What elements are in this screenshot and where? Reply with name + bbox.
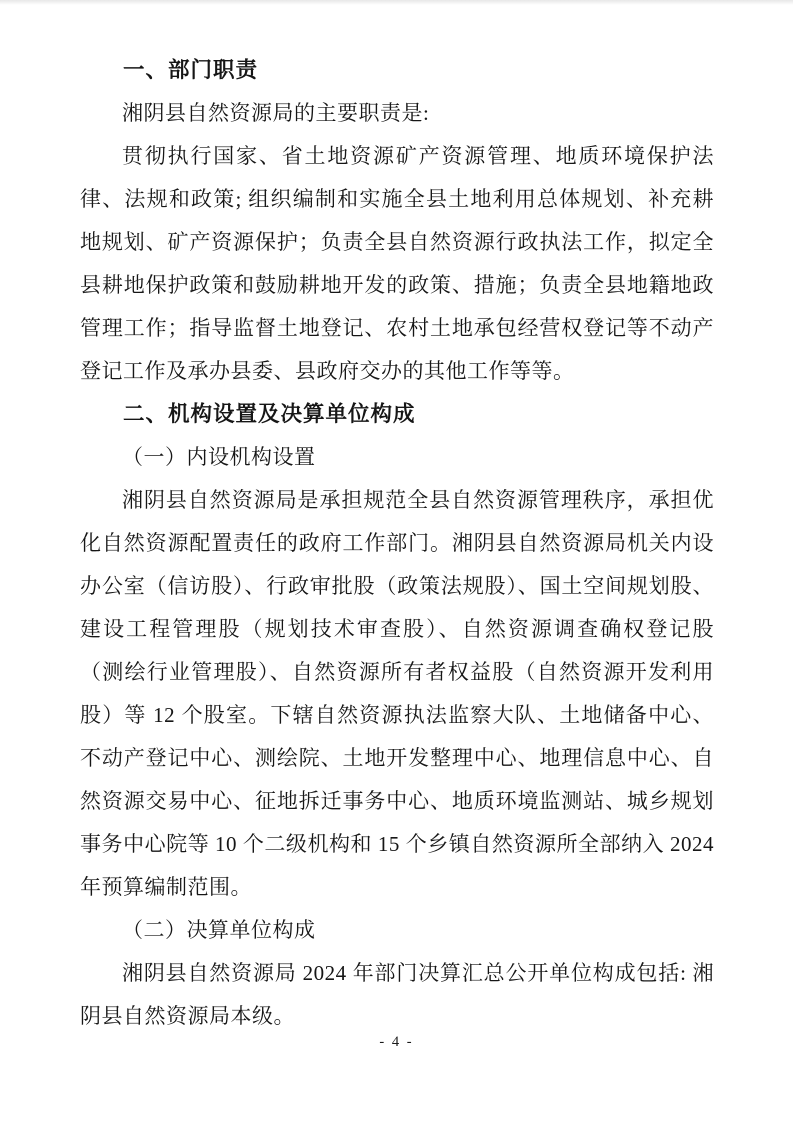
- para-internal-org-subtitle: （一）内设机构设置: [122, 445, 316, 469]
- para-final-units-subtitle: （二）决算单位构成: [122, 918, 316, 942]
- para-duties-intro: 湘阴县自然资源局的主要职责是:: [122, 101, 430, 125]
- para-duties-body: 贯彻执行国家、省土地资源矿产资源管理、地质环境保护法律、法规和政策; 组织编制和实施全县土地利用总体规划、补充耕地规划、矿产资源保护；负责全县自然资源行政执法工作，拟定全县耕地保护政策和鼓励耕地开发的政策、措施；负责全县地籍地政管理工作；指导监督土地登记、农村土地承包经营权登记等不动产登记工作及承办县委、县政府交办的其他工作等等。: [80, 144, 714, 383]
- page-top-edge: [0, 0, 793, 5]
- para-final-units-body: 湘阴县自然资源局 2024 年部门决算汇总公开单位构成包括: 湘阴县自然资源局本级。: [80, 961, 714, 1028]
- section-2-heading: 二、机构设置及决算单位构成: [123, 402, 416, 426]
- section-1-heading: 一、部门职责: [123, 58, 259, 82]
- para-internal-org-body: 湘阴县自然资源局是承担规范全县自然资源管理秩序，承担优化自然资源配置责任的政府工作部门。湘阴县自然资源局机关内设办公室（信访股）、行政审批股（政策法规股）、国土空间规划股、建设工程管理股（规划技术审查股）、自然资源调查确权登记股（测绘行业管理股）、自然资源所有者权益股（自然资源开发利用股）等 12 个股室。下辖自然资源执法监察大队、土地储备中心、不动产登记中心、测绘院、土地开发整理中心、地理信息中心、自然资源交易中心、征地拆迁事务中心、地质环境监测站、城乡规划事务中心院等 10 个二级机构和 15 个乡镇自然资源所全部纳入 2024 年预算编制范围。: [80, 488, 714, 899]
- document-text-block: [80, 49, 714, 1038]
- page-number: - 4 -: [379, 1034, 414, 1050]
